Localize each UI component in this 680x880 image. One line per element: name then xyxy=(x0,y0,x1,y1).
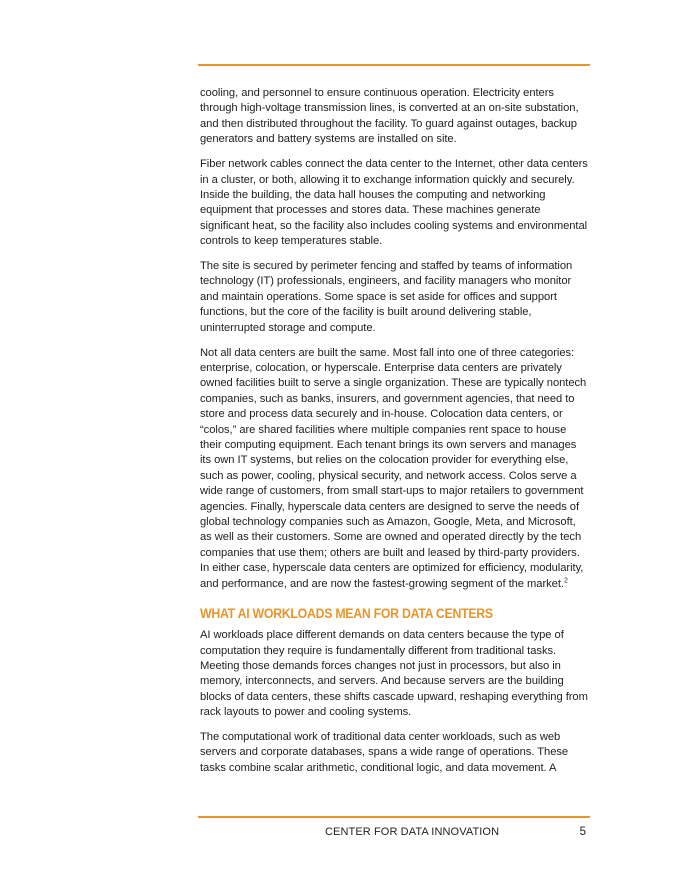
page-number: 5 xyxy=(579,826,586,838)
paragraph-ai-workloads: AI workloads place different demands on data centers because the type of computation they require is fundamentally different from traditional tasks. Meeting those demands forces changes not just in processors, but also in memory, interconnects, and servers. And because servers are the building blocks of data centers, these shifts cascade upward, reshaping everything from rack layouts to power and cooling systems. xyxy=(200,629,588,719)
paragraph-data-center-types xyxy=(200,346,588,593)
footer-title: CENTER FOR DATA INNOVATION xyxy=(325,826,500,838)
footnote-marker: 2 xyxy=(563,576,568,584)
header-rule xyxy=(198,64,590,66)
paragraph-data-center-types-text: Not all data centers are built the same. Most fall into one of three categories: enterprise, colocation, or hyperscale. Enterprise data centers are privately owned facilities built to serve a single organization. These are typically nontech companies, such as banks, insurers, and government agencies, that need to store and process data securely and in-house. Colocation data centers, or “colos,” are shared facilities where multiple companies rent space to house their computing equipment. Each tenant brings its own servers and manages its own IT systems, but relies on the colocation provider for everything else, such as power, cooling, physical security, and network access. Colos serve a wide range of customers, from small start-ups to major retailers to government agencies. Finally, hyperscale data centers are designed to serve the needs of global technology companies such as Amazon, Google, Meta, and Microsoft, as well as their customers. Some are owned and operated directly by the tech companies that use them; others are built and leased by third-party providers. In either case, hyperscale data centers are optimized for efficiency, modularity, and performance, and are now the fastest-growing segment of the market. xyxy=(200,346,587,590)
paragraph-fiber-network: Fiber network cables connect the data center to the Internet, other data centers in a cluster, or both, allowing it to exchange information quickly and securely. Inside the building, the data hall houses the computing and networking equipment that processes and stores data. These machines generate significant heat, so the facility also includes cooling systems and environmental controls to keep temperatures stable. xyxy=(200,158,588,248)
footer-rule xyxy=(198,816,590,818)
paragraph-site-security: The site is secured by perimeter fencing and staffed by teams of information technology (IT) professionals, engineers, and facility managers who monitor and maintain operations. Some space is set aside for offices and support functions, but the core of the facility is built around delivering stable, uninterrupted storage and compute. xyxy=(200,260,573,334)
paragraph-traditional-workloads: The computational work of traditional data center workloads, such as web servers and corporate databases, spans a wide range of operations. These tasks combine scalar arithmetic, conditional logic, and data movement. A xyxy=(200,731,569,774)
body-content xyxy=(200,86,588,786)
page-footer xyxy=(198,826,590,842)
paragraph-power-cooling: cooling, and personnel to ensure continuous operation. Electricity enters through high-voltage transmission lines, is converted at an on-site substation, and then distributed throughout the facility. To guard against outages, backup generators and battery systems are installed on site. xyxy=(200,87,579,146)
section-heading: WHAT AI WORKLOADS MEAN FOR DATA CENTERS xyxy=(200,606,493,622)
